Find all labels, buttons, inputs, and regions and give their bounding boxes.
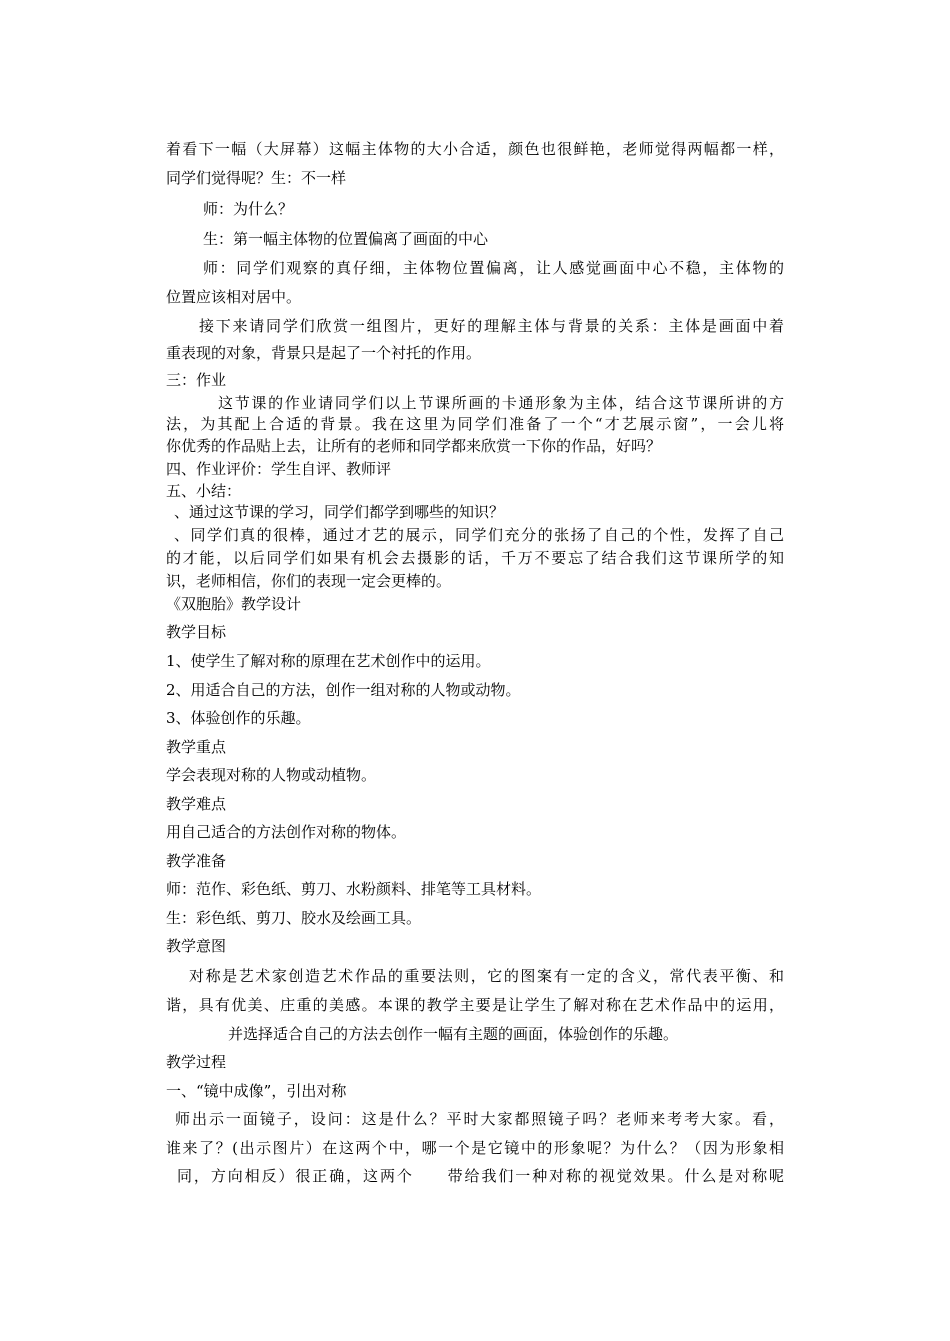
- text-line: 的才能，以后同学们如果有机会去摄影的话，千万不要忘了结合我们这节课所学的知: [166, 549, 784, 567]
- section-heading: 教学重点: [166, 738, 227, 756]
- text-line: 谁来了？(出示图片）在这两个中，哪一个是它镜中的形象呢？为什么？（因为形象相: [166, 1139, 784, 1157]
- text-line: 同学们觉得呢？生：不一样: [166, 169, 347, 187]
- text-line: 谐，具有优美、庄重的美感。本课的教学主要是让学生了解对称在艺术作品中的运用，: [166, 996, 784, 1014]
- text-line: 、通过这节课的学习，同学们都学到哪些的知识？: [174, 503, 505, 521]
- text-line: 并选择适合自己的方法去创作一幅有主题的画面，体验创作的乐趣。: [228, 1025, 679, 1043]
- text-line: 生：彩色纸、剪刀、胶水及绘画工具。: [166, 909, 422, 927]
- text-line: 位置应该相对居中。: [166, 288, 302, 306]
- section-heading: 一、“镜中成像”，引出对称: [166, 1082, 347, 1100]
- text-line: 接下来请同学们欣赏一组图片，更好的理解主体与背景的关系：主体是画面中着: [199, 317, 784, 335]
- text-line: 师出示一面镜子，设问：这是什么？平时大家都照镜子吗？老师来考考大家。看，: [175, 1110, 784, 1128]
- section-heading: 教学意图: [166, 937, 227, 955]
- text-line: 这节课的作业请同学们以上节课所画的卡通形象为主体，结合这节课所讲的方: [218, 394, 784, 412]
- text-line: 法，为其配上合适的背景。我在这里为同学们准备了一个“才艺展示窗”，一会儿将: [166, 415, 784, 433]
- text-line: 识，老师相信，你们的表现一定会更棒的。: [166, 572, 452, 590]
- section-heading: 三：作业: [166, 371, 227, 389]
- text-line: 着看下一幅（大屏幕）这幅主体物的大小合适，颜色也很鲜艳，老师觉得两幅都一样，: [166, 140, 784, 158]
- section-heading: 五、小结：: [166, 482, 242, 500]
- text-line: 对称是艺术家创造艺术作品的重要法则，它的图案有一定的含义，常代表平衡、和: [189, 967, 784, 985]
- list-item: 3、体验创作的乐趣。: [166, 709, 311, 727]
- section-heading: 教学准备: [166, 852, 227, 870]
- text-line: 生：第一幅主体物的位置偏离了画面的中心: [203, 230, 489, 248]
- text-line: 、同学们真的很棒，通过才艺的展示，同学们充分的张扬了自己的个性，发挥了自己: [174, 526, 784, 544]
- text-line: 师：同学们观察的真仔细，主体物位置偏离，让人感觉画面中心不稳，主体物的: [203, 259, 784, 277]
- text-line: 师：范作、彩色纸、剪刀、水粉颜料、排笔等工具材料。: [166, 880, 542, 898]
- list-item: 1、使学生了解对称的原理在艺术创作中的运用。: [166, 652, 491, 670]
- text-line: 学会表现对称的人物或动植物。: [166, 766, 377, 784]
- text-line: 重表现的对象，背景只是起了一个衬托的作用。: [166, 344, 482, 362]
- section-heading: 教学难点: [166, 795, 227, 813]
- section-heading: 教学过程: [166, 1053, 227, 1071]
- section-heading: 教学目标: [166, 623, 227, 641]
- document-title: 《双胞胎》教学设计: [166, 595, 302, 613]
- text-line: 师：为什么？: [203, 200, 294, 218]
- section-heading: 四、作业评价：学生自评、教师评: [166, 460, 392, 478]
- text-line: 同，方向相反）很正确，这两个 带给我们一种对称的视觉效果。什么是对称呢: [177, 1167, 784, 1185]
- text-line: 用自己适合的方法创作对称的物体。: [166, 823, 407, 841]
- list-item: 2、用适合自己的方法，创作一组对称的人物或动物。: [166, 681, 521, 699]
- text-line: 你优秀的作品贴上去，让所有的老师和同学都来欣赏一下你的作品，好吗？: [166, 437, 662, 455]
